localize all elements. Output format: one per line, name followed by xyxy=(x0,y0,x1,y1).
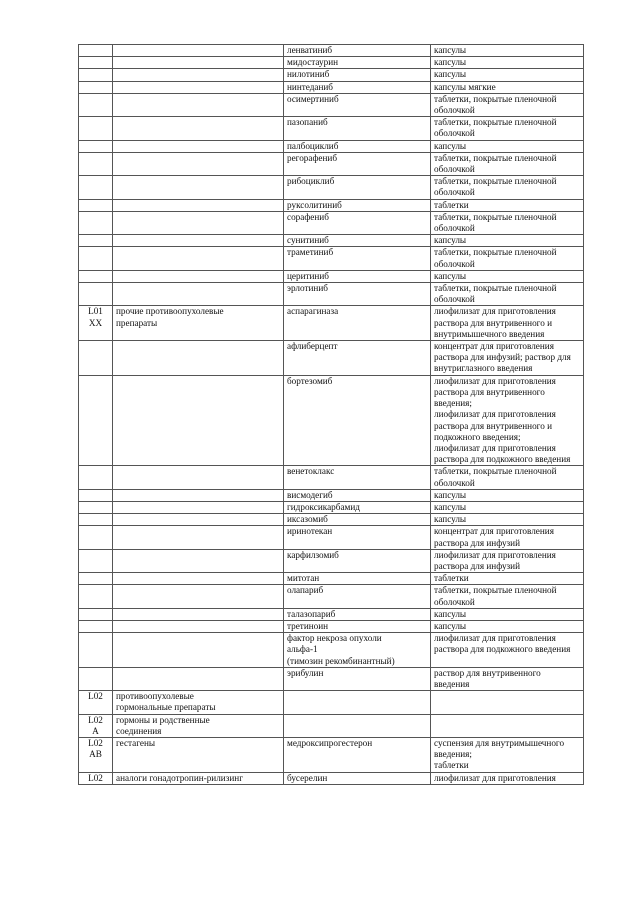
atc-code-cell xyxy=(79,199,113,211)
atc-code-cell xyxy=(79,235,113,247)
atc-group-name-cell xyxy=(113,608,284,620)
drug-name-cell: палбоциклиб xyxy=(284,140,431,152)
drug-name-cell: бусерелин xyxy=(284,772,431,784)
atc-group-name-cell xyxy=(113,466,284,489)
atc-group-name-cell xyxy=(113,140,284,152)
dosage-form-cell: таблетки, покрытые пленочной оболочкой xyxy=(431,176,584,199)
table-row xyxy=(79,270,584,282)
atc-group-name-cell: гестагены xyxy=(113,737,284,772)
table-row xyxy=(79,211,584,234)
atc-code-cell xyxy=(79,57,113,69)
atc-group-name-cell xyxy=(113,176,284,199)
drug-name-cell: церитиниб xyxy=(284,270,431,282)
dosage-form-cell: капсулы xyxy=(431,620,584,632)
atc-group-name-cell: противоопухолевые гормональные препараты xyxy=(113,691,284,714)
dosage-form-cell: капсулы xyxy=(431,140,584,152)
dosage-form-cell: суспензия для внутримышечного введения; таблетки xyxy=(431,737,584,772)
drug-name-cell: карфилзомиб xyxy=(284,549,431,572)
atc-group-name-cell: аналоги гонадотропин-рилизинг xyxy=(113,772,284,784)
atc-group-name-cell xyxy=(113,235,284,247)
dosage-form-cell: капсулы мягкие xyxy=(431,81,584,93)
dosage-form-cell: таблетки, покрытые пленочной оболочкой xyxy=(431,466,584,489)
dosage-form-cell: лиофилизат для приготовления раствора для подкожного введения xyxy=(431,633,584,668)
dosage-form-cell: лиофилизат для приготовления раствора для внутривенного введения; лиофилизат для приготовления раствора для внутривенного и подкожного введения; лиофилизат для приготовления раствора для подкожного введения xyxy=(431,375,584,466)
drug-name-cell: афлиберцепт xyxy=(284,341,431,376)
atc-code-cell xyxy=(79,573,113,585)
drug-name-cell: аспарагиназа xyxy=(284,306,431,341)
table-row xyxy=(79,667,584,690)
drug-name-cell: ленватиниб xyxy=(284,45,431,57)
drug-name-cell: рибоциклиб xyxy=(284,176,431,199)
table-row xyxy=(79,691,584,714)
table-row xyxy=(79,283,584,306)
drug-name-cell: пазопаниб xyxy=(284,117,431,140)
drug-name-cell: регорафениб xyxy=(284,152,431,175)
dosage-form-cell: таблетки, покрытые пленочной оболочкой xyxy=(431,211,584,234)
dosage-form-cell: капсулы xyxy=(431,270,584,282)
atc-code-cell xyxy=(79,69,113,81)
drug-name-cell: иринотекан xyxy=(284,526,431,549)
table-row xyxy=(79,375,584,466)
dosage-form-cell: таблетки xyxy=(431,199,584,211)
atc-group-name-cell xyxy=(113,514,284,526)
table-row xyxy=(79,714,584,737)
atc-code-cell xyxy=(79,620,113,632)
dosage-form-cell: капсулы xyxy=(431,57,584,69)
table-row xyxy=(79,69,584,81)
drug-name-cell: руксолитиниб xyxy=(284,199,431,211)
atc-code-cell xyxy=(79,45,113,57)
atc-code-cell xyxy=(79,176,113,199)
atc-code-cell: L02 xyxy=(79,772,113,784)
drug-name-cell xyxy=(284,691,431,714)
drug-name-cell: олапариб xyxy=(284,585,431,608)
dosage-form-cell: капсулы xyxy=(431,69,584,81)
atc-code-cell xyxy=(79,667,113,690)
dosage-form-cell: раствор для внутривенного введения xyxy=(431,667,584,690)
dosage-form-cell: капсулы xyxy=(431,489,584,501)
atc-group-name-cell xyxy=(113,501,284,513)
atc-group-name-cell xyxy=(113,489,284,501)
dosage-form-cell: концентрат для приготовления раствора для инфузий; раствор для внутриглазного введения xyxy=(431,341,584,376)
drug-name-cell: эрибулин xyxy=(284,667,431,690)
atc-group-name-cell xyxy=(113,211,284,234)
drug-name-cell xyxy=(284,714,431,737)
atc-group-name-cell xyxy=(113,117,284,140)
atc-code-cell xyxy=(79,341,113,376)
drug-name-cell: нинтеданиб xyxy=(284,81,431,93)
table-row xyxy=(79,585,584,608)
atc-group-name-cell xyxy=(113,152,284,175)
atc-code-cell xyxy=(79,585,113,608)
table-row xyxy=(79,620,584,632)
atc-group-name-cell: прочие противоопухолевые препараты xyxy=(113,306,284,341)
atc-code-cell xyxy=(79,283,113,306)
drug-name-cell: венетоклакс xyxy=(284,466,431,489)
atc-code-cell xyxy=(79,211,113,234)
drug-name-cell: висмодегиб xyxy=(284,489,431,501)
table-row xyxy=(79,573,584,585)
drug-name-cell: фактор некроза опухоли альфа-1 (тимозин рекомбинантный) xyxy=(284,633,431,668)
atc-group-name-cell xyxy=(113,270,284,282)
table-row xyxy=(79,247,584,270)
atc-group-name-cell xyxy=(113,57,284,69)
atc-code-cell: L02 A xyxy=(79,714,113,737)
table-row xyxy=(79,514,584,526)
atc-code-cell xyxy=(79,501,113,513)
drug-name-cell: медроксипрогестерон xyxy=(284,737,431,772)
drug-name-cell: сорафениб xyxy=(284,211,431,234)
table-row xyxy=(79,57,584,69)
table-row xyxy=(79,633,584,668)
atc-code-cell xyxy=(79,633,113,668)
dosage-form-cell: таблетки, покрытые пленочной оболочкой xyxy=(431,247,584,270)
atc-group-name-cell xyxy=(113,199,284,211)
atc-group-name-cell xyxy=(113,633,284,668)
table-row xyxy=(79,140,584,152)
drug-name-cell: нилотиниб xyxy=(284,69,431,81)
drug-name-cell: траметиниб xyxy=(284,247,431,270)
dosage-form-cell: капсулы xyxy=(431,235,584,247)
atc-group-name-cell xyxy=(113,45,284,57)
atc-code-cell: L02 AB xyxy=(79,737,113,772)
drug-table xyxy=(78,44,584,785)
drug-name-cell: митотан xyxy=(284,573,431,585)
atc-group-name-cell xyxy=(113,526,284,549)
table-row xyxy=(79,772,584,784)
table-row xyxy=(79,93,584,116)
atc-code-cell xyxy=(79,489,113,501)
drug-name-cell: мидостаурин xyxy=(284,57,431,69)
atc-code-cell xyxy=(79,375,113,466)
dosage-form-cell: капсулы xyxy=(431,514,584,526)
atc-group-name-cell: гормоны и родственные соединения xyxy=(113,714,284,737)
atc-code-cell xyxy=(79,466,113,489)
table-row xyxy=(79,176,584,199)
dosage-form-cell: таблетки, покрытые пленочной оболочкой xyxy=(431,283,584,306)
table-row xyxy=(79,608,584,620)
drug-name-cell: гидроксикарбамид xyxy=(284,501,431,513)
atc-group-name-cell xyxy=(113,375,284,466)
dosage-form-cell: капсулы xyxy=(431,45,584,57)
atc-group-name-cell xyxy=(113,585,284,608)
atc-code-cell: L01 XX xyxy=(79,306,113,341)
dosage-form-cell: таблетки, покрытые пленочной оболочкой xyxy=(431,585,584,608)
atc-code-cell xyxy=(79,93,113,116)
dosage-form-cell xyxy=(431,714,584,737)
atc-code-cell xyxy=(79,514,113,526)
dosage-form-cell: капсулы xyxy=(431,501,584,513)
table-row xyxy=(79,466,584,489)
table-row xyxy=(79,501,584,513)
dosage-form-cell: таблетки xyxy=(431,573,584,585)
atc-group-name-cell xyxy=(113,69,284,81)
atc-group-name-cell xyxy=(113,549,284,572)
dosage-form-cell: лиофилизат для приготовления раствора для внутривенного и внутримышечного введения xyxy=(431,306,584,341)
atc-group-name-cell xyxy=(113,667,284,690)
atc-code-cell xyxy=(79,526,113,549)
table-row xyxy=(79,737,584,772)
dosage-form-cell: лиофилизат для приготовления раствора для инфузий xyxy=(431,549,584,572)
drug-table-body xyxy=(79,45,584,785)
atc-code-cell xyxy=(79,117,113,140)
table-row xyxy=(79,549,584,572)
drug-name-cell: осимертиниб xyxy=(284,93,431,116)
atc-code-cell: L02 xyxy=(79,691,113,714)
dosage-form-cell: лиофилизат для приготовления xyxy=(431,772,584,784)
atc-code-cell xyxy=(79,81,113,93)
atc-group-name-cell xyxy=(113,573,284,585)
atc-code-cell xyxy=(79,152,113,175)
atc-code-cell xyxy=(79,608,113,620)
table-row xyxy=(79,306,584,341)
table-row xyxy=(79,526,584,549)
dosage-form-cell: капсулы xyxy=(431,608,584,620)
dosage-form-cell: таблетки, покрытые пленочной оболочкой xyxy=(431,117,584,140)
table-row xyxy=(79,152,584,175)
atc-code-cell xyxy=(79,247,113,270)
dosage-form-cell: концентрат для приготовления раствора для инфузий xyxy=(431,526,584,549)
drug-name-cell: иксазомиб xyxy=(284,514,431,526)
table-row xyxy=(79,81,584,93)
atc-group-name-cell xyxy=(113,341,284,376)
drug-name-cell: третиноин xyxy=(284,620,431,632)
table-row xyxy=(79,117,584,140)
table-row xyxy=(79,489,584,501)
dosage-form-cell: таблетки, покрытые пленочной оболочкой xyxy=(431,93,584,116)
dosage-form-cell: таблетки, покрытые пленочной оболочкой xyxy=(431,152,584,175)
atc-code-cell xyxy=(79,140,113,152)
drug-name-cell: бортезомиб xyxy=(284,375,431,466)
table-row xyxy=(79,199,584,211)
atc-code-cell xyxy=(79,549,113,572)
table-row xyxy=(79,235,584,247)
atc-group-name-cell xyxy=(113,247,284,270)
atc-group-name-cell xyxy=(113,81,284,93)
drug-name-cell: эрлотиниб xyxy=(284,283,431,306)
dosage-form-cell xyxy=(431,691,584,714)
drug-name-cell: сунитиниб xyxy=(284,235,431,247)
drug-name-cell: талазопариб xyxy=(284,608,431,620)
atc-group-name-cell xyxy=(113,283,284,306)
atc-group-name-cell xyxy=(113,620,284,632)
table-row xyxy=(79,45,584,57)
table-row xyxy=(79,341,584,376)
atc-code-cell xyxy=(79,270,113,282)
atc-group-name-cell xyxy=(113,93,284,116)
